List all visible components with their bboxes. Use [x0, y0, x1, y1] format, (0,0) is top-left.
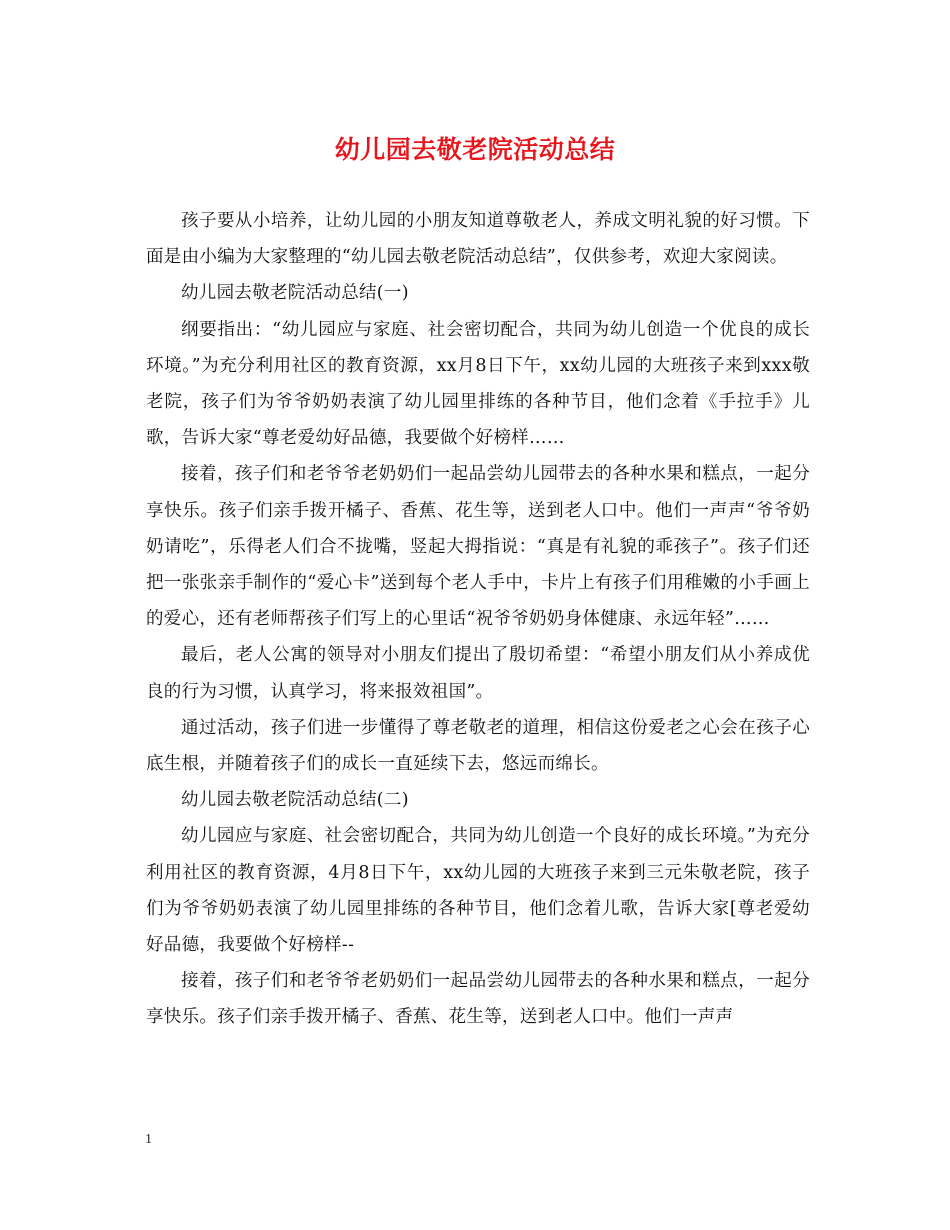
paragraph: 纲要指出：“幼儿园应与家庭、社会密切配合，共同为幼儿创造一个优良的成长环境。”为充分利用社区的教育资源，xx月8日下午，xx幼儿园的大班孩子来到xxx敬老院，孩子们为爷爷奶奶表演了幼儿园里排练的各种节目，他们念着《手拉手》儿歌，告诉大家“尊老爱幼好品德，我要做个好榜样…… [146, 319, 810, 449]
intro-paragraph: 孩子要从小培养，让幼儿园的小朋友知道尊敬老人，养成文明礼貌的好习惯。下面是由小编为大家整理的“幼儿园去敬老院活动总结”，仅供参考，欢迎大家阅读。 [146, 211, 810, 268]
document-title: 幼儿园去敬老院活动总结 [334, 135, 616, 164]
paragraph: 最后，老人公寓的领导对小朋友们提出了殷切希望：“希望小朋友们从小养成优良的行为习惯，认真学习，将来报效祖国”。 [146, 645, 810, 702]
section-heading-1: 幼儿园去敬老院活动总结(一) [181, 283, 409, 304]
section-heading-2: 幼儿园去敬老院活动总结(二) [181, 790, 409, 811]
paragraph: 幼儿园应与家庭、社会密切配合，共同为幼儿创造一个良好的成长环境。”为充分利用社区的教育资源，4月8日下午，xx幼儿园的大班孩子来到三元朱敬老院，孩子们为爷爷奶奶表演了幼儿园里排练的各种节目，他们念着儿歌，告诉大家[尊老爱幼好品德，我要做个好榜样-- [146, 826, 810, 956]
paragraph: 接着，孩子们和老爷爷老奶奶们一起品尝幼儿园带去的各种水果和糕点，一起分享快乐。孩子们亲手拨开橘子、香蕉、花生等，送到老人口中。他们一声声“爷爷奶奶请吃”，乐得老人们合不拢嘴，竖起大拇指说：“真是有礼貌的乖孩子”。孩子们还把一张张亲手制作的“爱心卡”送到每个老人手中，卡片上有孩子们用稚嫩的小手画上的爱心，还有老师帮孩子们写上的心里话“祝爷爷奶奶身体健康、永远年轻”…… [146, 464, 810, 630]
paragraph: 通过活动，孩子们进一步懂得了尊老敬老的道理，相信这份爱老之心会在孩子心底生根，并随着孩子们的成长一直延续下去，悠远而绵长。 [146, 717, 810, 775]
page-number: 1 [145, 1132, 152, 1147]
document-body [146, 203, 810, 1036]
paragraph: 接着，孩子们和老爷爷老奶奶们一起品尝幼儿园带去的各种水果和糕点，一起分享快乐。孩子们亲手拨开橘子、香蕉、花生等，送到老人口中。他们一声声 [146, 971, 810, 1028]
